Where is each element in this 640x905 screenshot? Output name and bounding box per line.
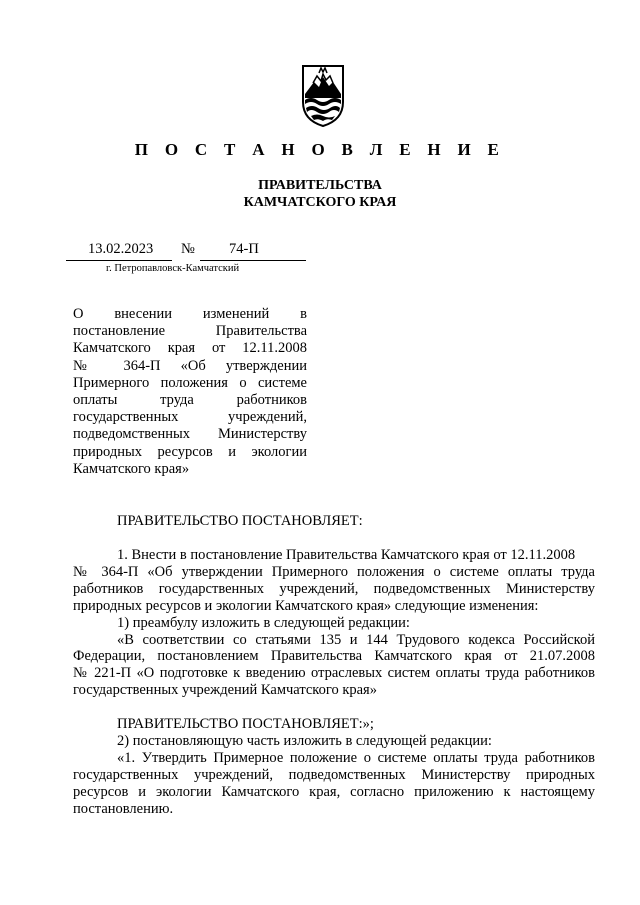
kamchatka-coat-of-arms-icon <box>299 64 347 128</box>
body-line: «1. Утвердить Примерное положение о системе оплаты труда работников <box>117 749 595 766</box>
body-line: Федерации, постановлением Правительства Камчатского края от 21.07.2008 <box>73 648 595 665</box>
body-line: «В соответствии со статьями 135 и 144 Трудового кодекса Российской <box>117 631 595 648</box>
subject-line: О внесении изменений в <box>73 306 307 322</box>
number-underline <box>200 260 306 261</box>
subject-line: № 364-П «Об утверждении <box>73 357 307 374</box>
body-line: № 364-П «Об утверждении Примерного положения о системе оплаты труда <box>73 563 595 580</box>
body-line: государственных учреждений Камчатского края» <box>73 682 377 699</box>
subject-line: Камчатского края» <box>73 460 190 477</box>
document-number: 74-П <box>229 241 259 257</box>
subject-line: постановление Правительства <box>73 323 307 340</box>
body-line: № 221-П «О подготовке к введению отраслевых систем оплаты труда работников <box>73 665 595 682</box>
subject-line: оплаты труда работников <box>73 392 307 409</box>
date-number-block <box>66 241 306 281</box>
body-line: 2) постановляющую часть изложить в следующей редакции: <box>117 733 492 750</box>
number-sign: № <box>181 241 195 257</box>
body-line: государственных учреждений, подведомственных Министерству природных <box>73 766 595 783</box>
document-title: П О С Т А Н О В Л Е Н И Е <box>134 140 506 159</box>
org-line-2: КАМЧАТСКОГО КРАЯ <box>243 195 397 210</box>
paragraph-gap <box>73 699 595 716</box>
resolve-heading: ПРАВИТЕЛЬСТВО ПОСТАНОВЛЯЕТ: <box>117 513 363 529</box>
body-line: природных ресурсов и экологии Камчатского края» следующие изменения: <box>73 597 539 614</box>
subject-line: Камчатского края от 12.11.2008 <box>73 340 307 357</box>
body-line: работников государственных учреждений, подведомственных Министерству <box>73 580 595 597</box>
subject-line: Примерного положения о системе <box>73 374 307 391</box>
date-underline <box>66 260 172 261</box>
issuing-authority <box>0 177 640 211</box>
document-date: 13.02.2023 <box>88 241 154 257</box>
body-line: 1. Внести в постановление Правительства Камчатского края от 12.11.2008 <box>117 547 576 563</box>
subject-line: подведомственных Министерству <box>73 426 307 443</box>
document-subject <box>73 306 307 478</box>
document-body <box>73 547 595 818</box>
subject-line: государственных учреждений, <box>73 409 307 426</box>
body-line: ресурсов и экологии Камчатского края, согласно приложению к настоящему <box>73 783 595 800</box>
city: г. Петропавловск-Камчатский <box>106 263 240 274</box>
body-line: 1) преамбулу изложить в следующей редакции: <box>117 614 410 631</box>
body-line: постановлению. <box>73 800 174 817</box>
body-line: ПРАВИТЕЛЬСТВО ПОСТАНОВЛЯЕТ:»; <box>117 716 374 733</box>
org-line-1: ПРАВИТЕЛЬСТВА <box>258 178 382 193</box>
subject-line: природных ресурсов и экологии <box>73 443 307 460</box>
